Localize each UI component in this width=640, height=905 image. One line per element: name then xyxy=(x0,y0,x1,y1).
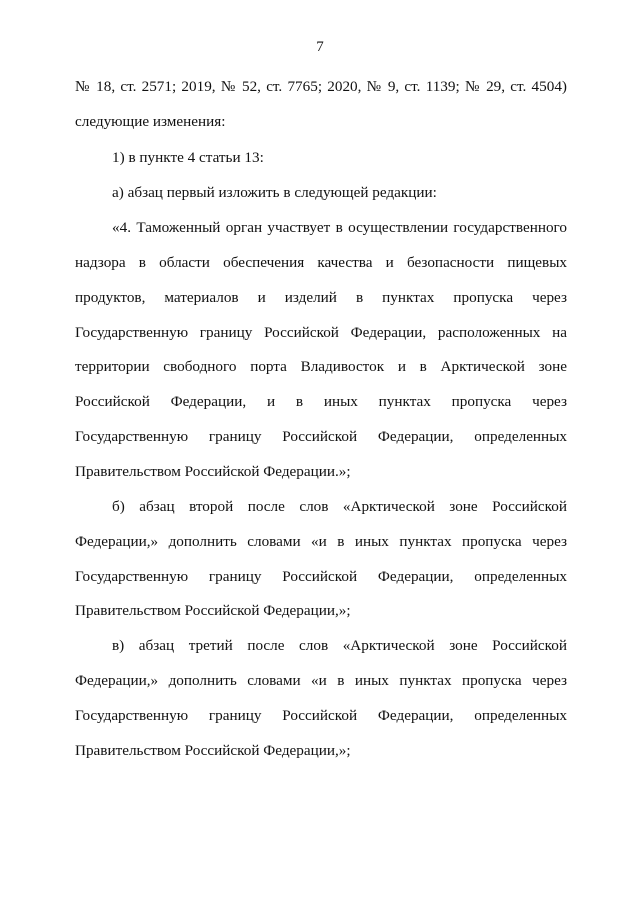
text-line: 1) в пункте 4 статьи 13: xyxy=(112,149,264,166)
text-line: следующие изменения: xyxy=(75,113,226,130)
text-line: Федерации,» дополнить словами «и в иных пунктах пропуска через xyxy=(75,672,567,689)
text-line: Правительством Российской Федерации,»; xyxy=(75,742,351,759)
text-line: б) абзац второй после слов «Арктической зоне Российской xyxy=(112,498,567,515)
text-line: продуктов, материалов и изделий в пунктах пропуска через xyxy=(75,289,567,306)
text-line: Государственную границу Российской Федерации, определенных xyxy=(75,707,567,724)
text-line: в) абзац третий после слов «Арктической зоне Российской xyxy=(112,637,567,654)
text-line: Федерации,» дополнить словами «и в иных пунктах пропуска через xyxy=(75,533,567,550)
text-line: а) абзац первый изложить в следующей редакции: xyxy=(112,184,437,201)
text-line: Правительством Российской Федерации.»; xyxy=(75,463,351,480)
text-line: территории свободного порта Владивосток и в Арктической зоне xyxy=(75,358,567,375)
text-line: Государственную границу Российской Федерации, определенных xyxy=(75,428,567,445)
text-line: № 18, ст. 2571; 2019, № 52, ст. 7765; 2020, № 9, ст. 1139; № 29, ст. 4504) xyxy=(75,78,567,95)
text-line: надзора в области обеспечения качества и безопасности пищевых xyxy=(75,254,567,271)
text-line: Правительством Российской Федерации,»; xyxy=(75,602,351,619)
text-line: Государственную границу Российской Федерации, расположенных на xyxy=(75,324,567,341)
page-number: 7 xyxy=(316,39,324,55)
text-line: Государственную границу Российской Федерации, определенных xyxy=(75,568,567,585)
text-line: «4. Таможенный орган участвует в осуществлении государственного xyxy=(112,219,567,236)
text-line: Российской Федерации, и в иных пунктах пропуска через xyxy=(75,393,567,410)
